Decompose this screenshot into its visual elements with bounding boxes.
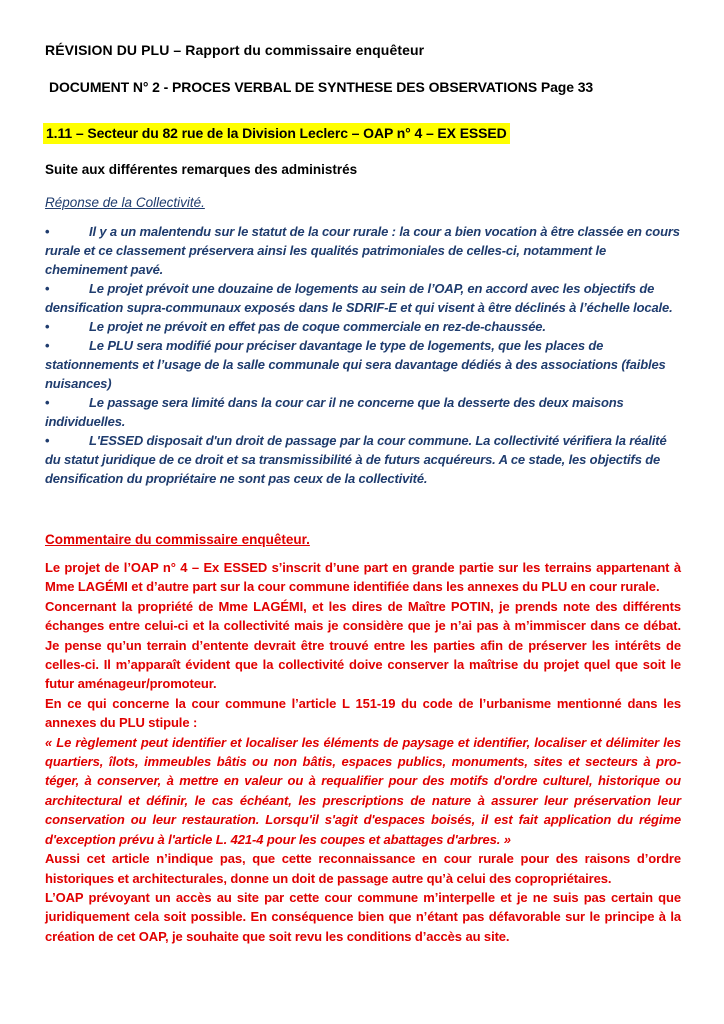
list-item-text: L'ESSED disposait d'un droit de passage par la cour commune. La collectivité vérifiera la réalité du statut juridique de ce droit et sa transmissibilité à de futurs acquéreurs. A ce stade, les objectifs de densification du propriétaire ne sont pas ceux de la collectivité.	[45, 433, 667, 486]
list-item	[45, 393, 681, 431]
reponse-list	[45, 222, 681, 488]
commentaire-paragraph: En ce qui concerne la cour commune l’article L 151-19 du code de l’urbanisme mentionné dans les annexes du PLU stipule :	[45, 695, 681, 731]
list-item-text: Le passage sera limité dans la cour car il ne concerne que la desserte des deux maisons individuelles.	[45, 395, 624, 429]
section-title: 1.11 – Secteur du 82 rue de la Division Leclerc – OAP n° 4 – EX ESSED	[43, 123, 510, 144]
list-item	[45, 279, 681, 317]
list-item	[45, 336, 681, 393]
commentaire-paragraph: Concernant la propriété de Mme LAGÉMI, et les dires de Maître POTIN, je prends note des différents échanges entre celui-ci et la collectivité mais je considère que je n’ai pas à m’immiscer dans ce débat. Je pense qu’un terrain d’entente devrait être trouvé entre les parties afin de préserver les intérêts de celles-ci. Il m’apparaît évident que la collectivité doive conserver la maîtrise du projet quel que soit le futur aménageur/promoteur.	[45, 598, 681, 692]
bullet-icon: •	[45, 224, 50, 239]
commentaire-paragraph: Aussi cet article n’indique pas, que cette reconnaissance en cour rurale pour des raisons d’ordre historiques et architecturales, donne un doit de passage autre qu’à celui des copropriétaires.	[45, 851, 681, 886]
list-item-text: Le PLU sera modifié pour préciser davantage le type de logements, que les places de stationnements et l’usage de la salle communale qui sera davantage dédiés à des associations (faibles nuisances)	[45, 338, 666, 391]
list-item	[45, 222, 681, 279]
bullet-icon: •	[45, 395, 50, 410]
report-header: RÉVISION DU PLU – Rapport du commissaire enquêteur	[45, 42, 425, 58]
commentaire-body	[45, 558, 681, 946]
commentaire-paragraph: Le projet de l’OAP n° 4 – Ex ESSED s’inscrit d’une part en grande partie sur les terrains appartenant à Mme LAGÉMI et d’autre part sur la cour commune identifiée dans les annexes du PLU en cour rurale.	[45, 560, 681, 595]
bullet-icon: •	[45, 319, 50, 334]
reponse-title: Réponse de la Collectivité.	[45, 195, 205, 210]
section-intro: Suite aux différentes remarques des administrés	[45, 162, 358, 177]
bullet-icon: •	[45, 338, 50, 353]
list-item-text: Le projet ne prévoit en effet pas de coque commerciale en rez-de-chaussée.	[89, 319, 546, 334]
document-subheader: DOCUMENT N° 2 - PROCES VERBAL DE SYNTHESE DES OBSERVATIONS Page 33	[49, 79, 594, 95]
bullet-icon: •	[45, 433, 50, 448]
list-item	[45, 431, 681, 488]
list-item-text: Le projet prévoit une douzaine de logements au sein de l’OAP, en accord avec les objectifs de densification supra-communaux exposés dans le SDRIF-E et qui visent à être déclinés à l’échelle locale.	[45, 281, 673, 315]
commentaire-paragraph: L’OAP prévoyant un accès au site par cette cour commune m’interpelle et je ne suis pas certain que juridiquement cela soit possible. En conséquence bien que n’étant pas défavorable sur le principe à la création de cet OAP, je souhaite que soit revu les conditions d’accès au site.	[45, 889, 681, 944]
list-item-text: Il y a un malentendu sur le statut de la cour rurale : la cour a bien vocation à être classée en cours rurale et ce classement préservera ainsi les qualités patrimoniales de celles-ci, notamment le cheminement pavé.	[45, 224, 680, 277]
list-item	[45, 317, 681, 336]
legal-quote: « Le règlement peut identifier et localiser les éléments de paysage et identifier, localiser et délimiter les quartiers, îlots, immeubles bâtis ou non bâtis, espaces publics, monuments, sites et secteurs à pro-téger, à conserver, à mettre en valeur ou à requalifier pour des motifs d'ordre culturel, historique ou architectural et définir, le cas échéant, les prescriptions de nature à assurer leur préservation leur conservation ou leur restauration. Lorsqu'il s'agit d'espaces boisés, il est fait application du régime d'exception prévu à l'article L. 421-4 pour les coupes et abattages d'arbres. »	[45, 734, 681, 847]
bullet-icon: •	[45, 281, 50, 296]
commentaire-title: Commentaire du commissaire enquêteur.	[45, 532, 310, 547]
